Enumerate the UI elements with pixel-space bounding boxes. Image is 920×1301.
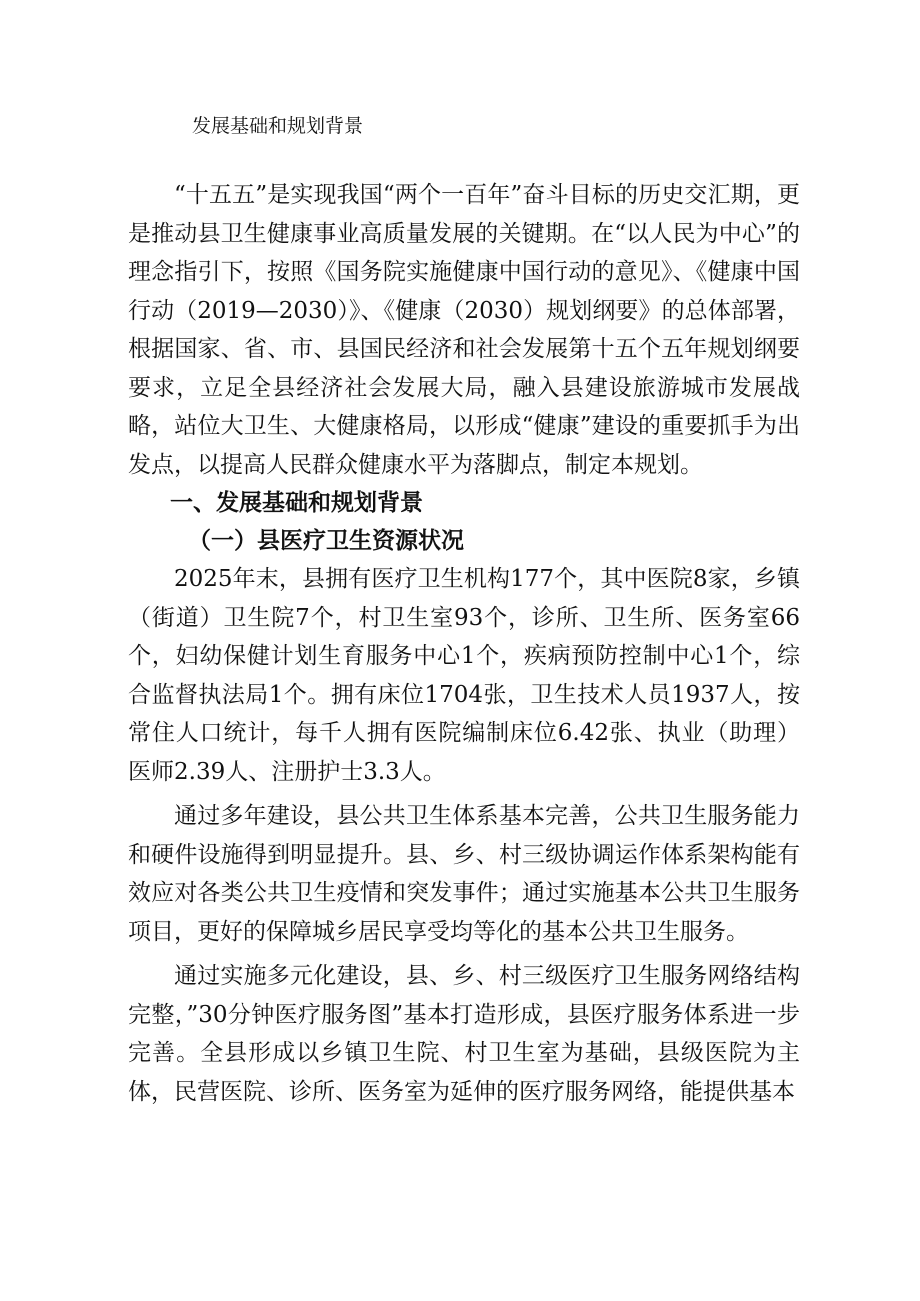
paragraph-service-network: 通过实施多元化建设，县、乡、村三级医疗卫生服务网络结构完整，”30分钟医疗服务图”基本打造形成，县医疗服务体系进一步完善。全县形成以乡镇卫生院、村卫生室为基础，县级医院为主体，民营医院、诊所、医务室为延伸的医疗服务网络，能提供基本 <box>128 963 800 1105</box>
section-1-title: 一、发展基础和规划背景 <box>170 490 423 516</box>
top-heading: 发展基础和规划背景 <box>192 115 364 137</box>
intro-paragraph: “十五五”是实现我国“两个一百年”奋斗目标的历史交汇期，更是推动县卫生健康事业高质量发展的关键期。在“以人民为中心”的理念指引下，按照《国务院实施健康中国行动的意见》、《健康中国行动（2019—2030）》、《健康（2030）规划纲要》的总体部署，根据国家、省、市、县国民经济和社会发展第十五个五年规划纲要要求，立足全县经济社会发展大局，融入县建设旅游城市发展战略，站位大卫生、大健康格局，以形成“健康”建设的重要抓手为出发点，以提高人民群众健康水平为落脚点，制定本规划。 <box>128 182 800 478</box>
subsection-1-title: （一）县医疗卫生资源状况 <box>188 527 464 554</box>
paragraph-resources: 2025年末，县拥有医疗卫生机构177个，其中医院8家，乡镇（街道）卫生院7个，村卫生室93个，诊所、卫生所、医务室66个，妇幼保健计划生育服务中心1个，疾病预防控制中心1个，综合监督执法局1个。拥有床位1704张，卫生技术人员1937人，按常住人口统计，每千人拥有医院编制床位6.42张、执业（助理）医师2.39人、注册护士3.3人。 <box>128 566 800 785</box>
document-body <box>128 176 800 1111</box>
paragraph-public-health: 通过多年建设，县公共卫生体系基本完善，公共卫生服务能力和硬件设施得到明显提升。县、乡、村三级协调运作体系架构能有效应对各类公共卫生疫情和突发事件；通过实施基本公共卫生服务项目，更好的保障城乡居民享受均等化的基本公共卫生服务。 <box>128 803 800 945</box>
